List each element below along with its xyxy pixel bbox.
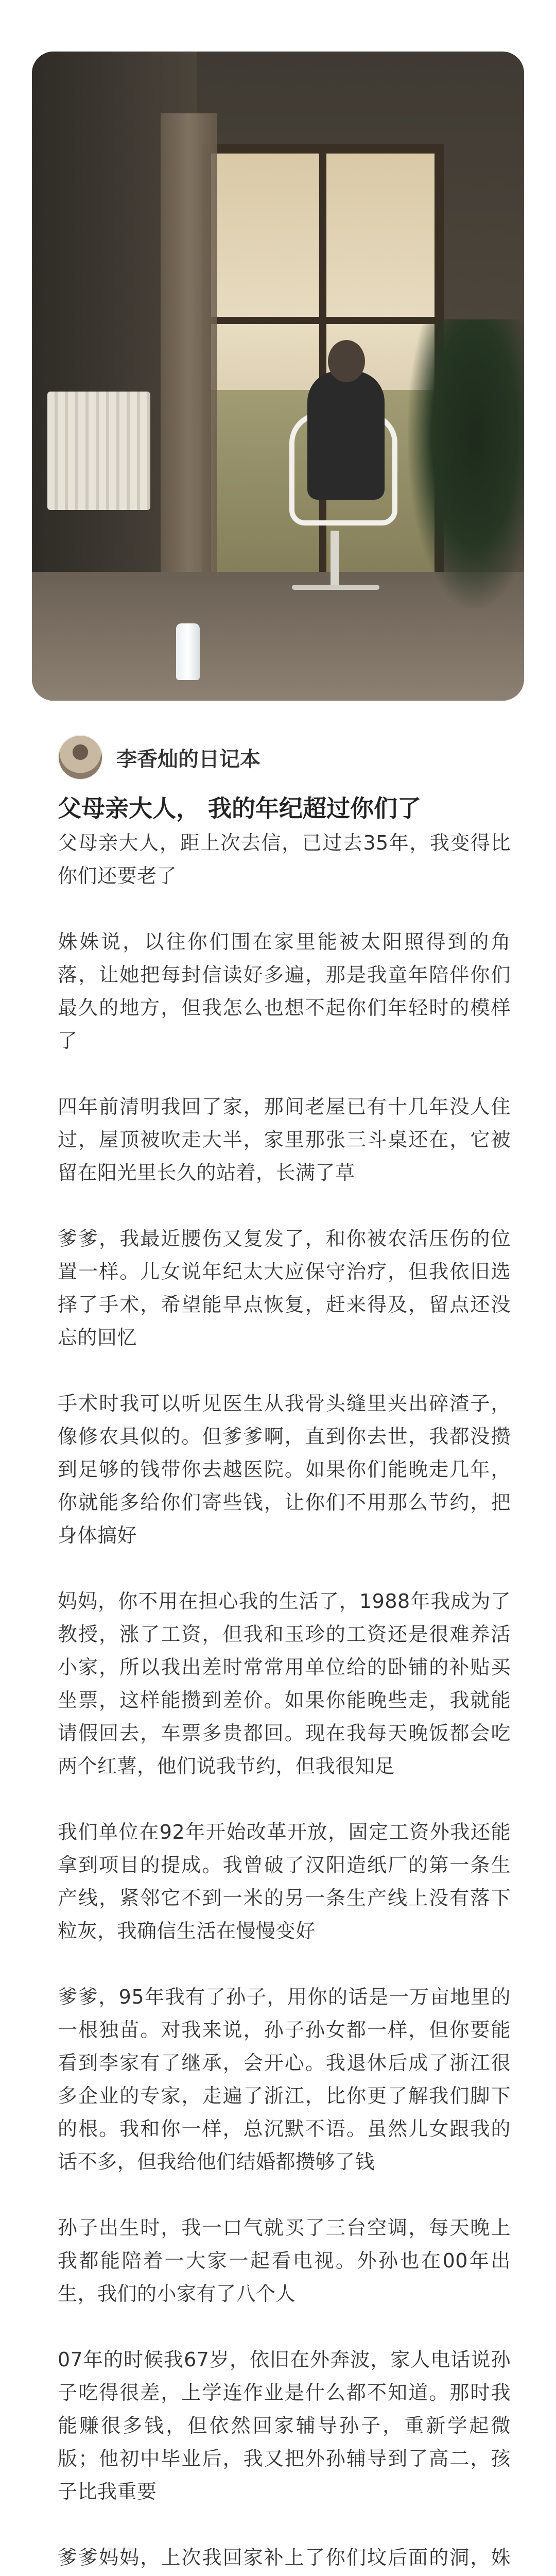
elderly-man	[307, 371, 385, 500]
bottle	[176, 623, 200, 680]
cover-photo[interactable]	[32, 52, 524, 701]
curtain	[161, 113, 217, 629]
paragraph: 07年的时候我67岁，依旧在外奔波，家人电话说孙子吃得很差，上学连作业是什么都不知道。那时我能赚很多钱，但依然回家辅导孙子，重新学起微版；他初中毕业后，我又把外孙辅导到了高二，孩子比我重要	[58, 2348, 511, 2503]
plant	[408, 319, 524, 608]
avatar[interactable]	[58, 735, 103, 780]
paragraph: 爹爹妈妈，上次我回家补上了你们坟后面的洞，姝	[58, 2546, 511, 2569]
note-title: 父母亲大人， 我的年纪超过你们了	[58, 794, 422, 822]
paragraph: 四年前清明我回了家，那间老屋已有十几年没人住过，屋顶被吹走大半，家里那张三斗桌还在，它被留在阳光里长久的站着，长满了草	[58, 1095, 511, 1184]
paragraph: 妈妈，你不用在担心我的生活了，1988年我成为了教授，涨了工资，但我和玉珍的工资还是很难养活小家，所以我出差时常常用单位给的卧铺的补贴买坐票，这样能攒到差价。如果你能晚些走，我就能请假回去，车票多贵都回。现在我每天晚饭都会吃两个红薯，他们说我节约，但我很知足	[58, 1590, 511, 1777]
paragraph: 父母亲大人，距上次去信，已过去35年，我变得比你们还要老了	[58, 832, 511, 887]
radiator	[47, 392, 150, 510]
author-name[interactable]: 李香灿的日记本	[116, 747, 260, 771]
paragraph: 爹爹，我最近腰伤又复发了，和你被农活压伤的位置一样。儿女说年纪太大应保守治疗，但我依旧选择了手术，希望能早点恢复，赶来得及，留点还没忘的回忆	[58, 1227, 511, 1349]
paragraph: 姝姝说，以往你们围在家里能被太阳照得到的角落，让她把每封信读好多遍，那是我童年陪伴你们最久的地方，但我怎么也想不起你们年轻时的模样了	[58, 930, 511, 1052]
author-row[interactable]	[58, 734, 260, 781]
paragraph: 手术时我可以听见医生从我骨头缝里夹出碎渣子，像修农具似的。但爹爹啊，直到你去世，我都没攒到足够的钱带你去越医院。如果你们能晚走几年，你就能多给你们寄些钱，让你们不用那么节约，把身体搞好	[58, 1392, 511, 1547]
note-content	[58, 792, 511, 2576]
paragraph: 我们单位在92年开始改革开放，固定工资外我还能拿到项目的提成。我曾破了汉阳造纸厂的第一条生产线，紧邻它不到一米的另一条生产线上没有落下粒灰，我确信生活在慢慢变好	[58, 1821, 511, 1942]
paragraph: 爹爹，95年我有了孙子，用你的话是一万亩地里的一根独苗。对我来说，孙子孙女都一样，但你要能看到李家有了继承，会开心。我退休后成了浙江很多企业的专家，走遍了浙江，比你更了解我们脚下的根。我和你一样，总沉默不语。虽然儿女跟我的话不多，但我给他们结婚都攒够了钱	[58, 1986, 511, 2173]
paragraph: 孙子出生时，我一口气就买了三台空调，每天晚上我都能陪着一大家一起看电视。外孙也在00年出生，我们的小家有了八个人	[58, 2216, 511, 2305]
